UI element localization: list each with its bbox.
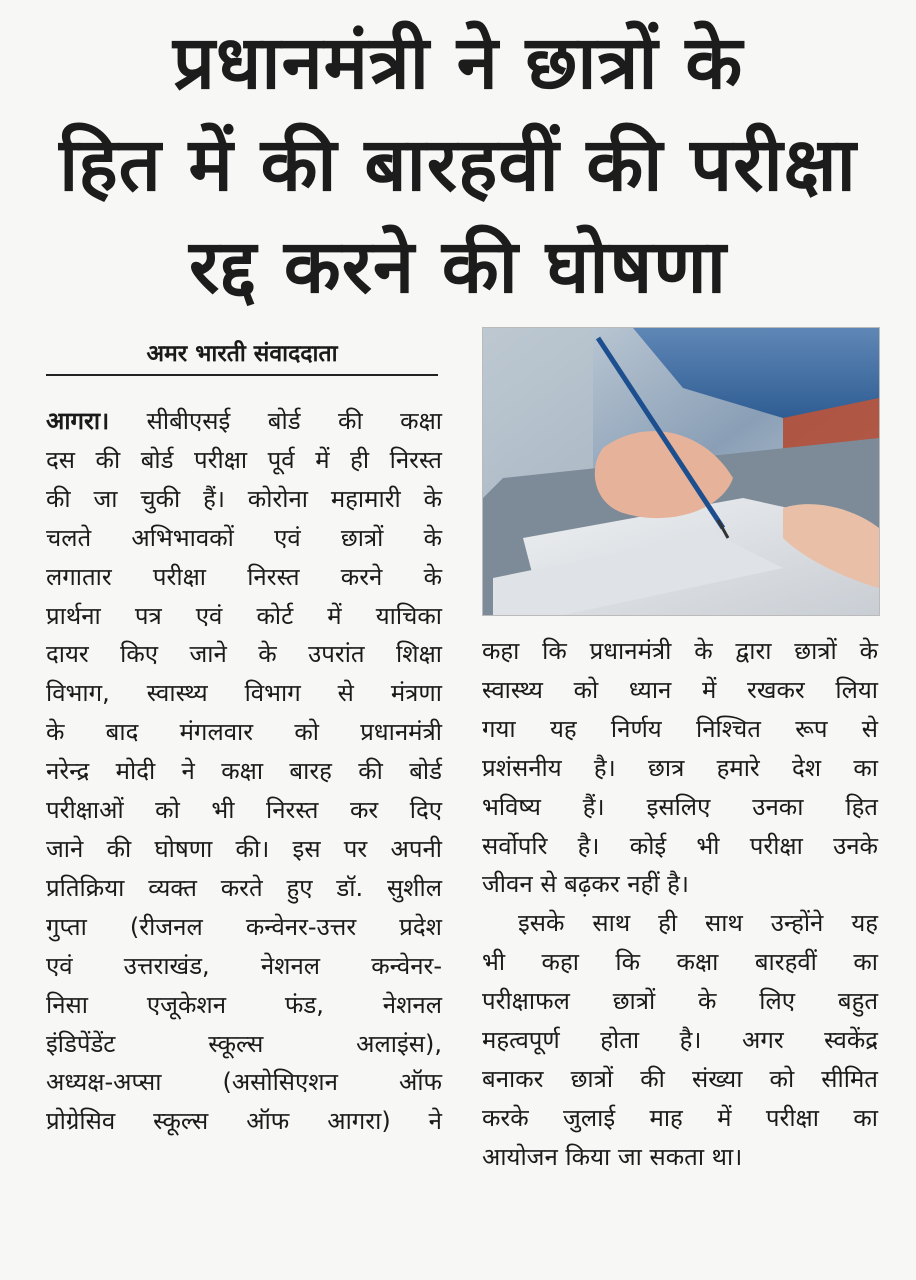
article-line: करके जुलाई माह में परीक्षा का <box>482 1103 878 1132</box>
article-line: प्रार्थना पत्र एवं कोर्ट में याचिका <box>46 601 442 630</box>
article-line: स्वास्थ्य को ध्यान में रखकर लिया <box>482 675 878 704</box>
article-line: गुप्ता (रीजनल कन्वेनर-उत्तर प्रदेश <box>46 912 442 941</box>
dateline: आगरा। <box>46 407 110 435</box>
article-line: परीक्षाओं को भी निरस्त कर दिए <box>46 796 442 825</box>
headline-line-2: हित में की बारहवीं की परीक्षा <box>59 122 857 208</box>
article-line: दायर किए जाने के उपरांत शिक्षा <box>46 640 442 669</box>
article-line: चलते अभिभावकों एवं छात्रों के <box>46 523 442 552</box>
headline-line-3: रद्द करने की घोषणा <box>189 224 727 310</box>
article-line: अध्यक्ष-अप्सा (असोसिएशन ऑफ <box>46 1068 442 1097</box>
article-line: के बाद मंगलवार को प्रधानमंत्री <box>46 718 442 747</box>
article-line: महत्वपूर्ण होता है। अगर स्वकेंद्र <box>482 1026 878 1055</box>
article-line: दस की बोर्ड परीक्षा पूर्व में ही निरस्त <box>46 445 442 474</box>
article-line: निसा एजूकेशन फंड, नेशनल <box>46 990 442 1019</box>
article-line: लगातार परीक्षा निरस्त करने के <box>46 562 442 591</box>
article-line: सर्वोपरि है। कोई भी परीक्षा उनके <box>482 831 878 860</box>
article-line: प्रतिक्रिया व्यक्त करते हुए डॉ. सुशील <box>46 873 442 902</box>
student-writing-exam-photo <box>482 327 880 616</box>
headline-line-1: प्रधानमंत्री ने छात्रों के <box>172 20 744 106</box>
article-line: परीक्षाफल छात्रों के लिए बहुत <box>482 987 878 1016</box>
article-column-left <box>46 402 442 1141</box>
article-line: जीवन से बढ़कर नहीं है। <box>482 870 690 899</box>
article-column-right <box>482 632 878 1177</box>
article-first-line: आगरा। सीबीएसई बोर्ड की कक्षा <box>46 407 442 435</box>
article-line: एवं उत्तराखंड, नेशनल कन्वेनर- <box>46 951 442 980</box>
article-line: कहा कि प्रधानमंत्री के द्वारा छात्रों के <box>482 637 878 665</box>
article-line: प्रोग्रेसिव स्कूल्स ऑफ आगरा) ने <box>46 1107 442 1136</box>
byline: अमर भारती संवाददाता <box>46 336 438 376</box>
article-line: जाने की घोषणा की। इस पर अपनी <box>46 834 442 863</box>
article-line: इसके साथ ही साथ उन्होंने यह <box>518 909 878 938</box>
article-line: भविष्य हैं। इसलिए उनका हित <box>482 792 878 821</box>
photo-illustration <box>483 328 879 615</box>
article-line: इंडिपेंडेंट स्कूल्स अलाइंस), <box>46 1029 442 1058</box>
article-line: आयोजन किया जा सकता था। <box>482 1142 743 1171</box>
article-line: भी कहा कि कक्षा बारहवीं का <box>482 948 878 977</box>
headline <box>30 12 886 318</box>
article-line: प्रशंसनीय है। छात्र हमारे देश का <box>482 753 878 782</box>
article-line: विभाग, स्वास्थ्य विभाग से मंत्रणा <box>46 679 442 708</box>
article-line: नरेन्द्र मोदी ने कक्षा बारह की बोर्ड <box>46 757 442 786</box>
article-line: गया यह निर्णय निश्चित रूप से <box>482 714 878 743</box>
article-line: की जा चुकी हैं। कोरोना महामारी के <box>46 484 442 513</box>
article-line: बनाकर छात्रों की संख्या को सीमित <box>482 1064 878 1093</box>
